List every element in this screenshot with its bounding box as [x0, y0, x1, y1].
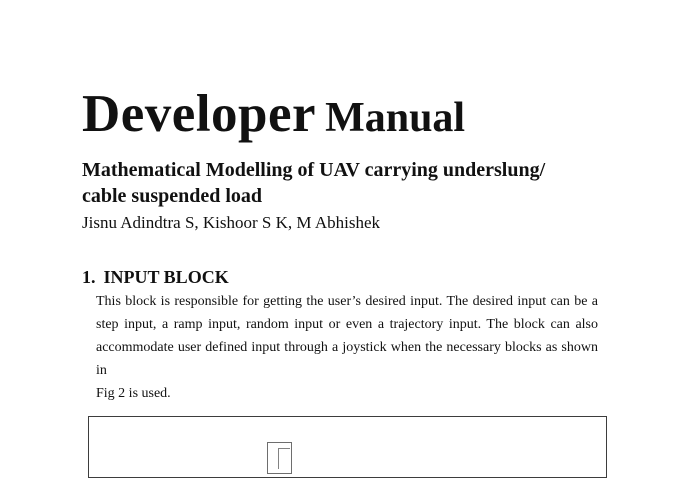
title-main-text: Developer: [82, 85, 317, 143]
paragraph-line: accommodate user defined input through a joystick when the necessary blocks as shown in: [96, 340, 598, 378]
step-input-block: [267, 442, 292, 474]
authors-line: Jisnu Adindtra S, Kishoor S K, M Abhishek: [82, 213, 380, 232]
figure-box: [88, 416, 607, 478]
title-secondary-text: Manual: [325, 95, 466, 141]
section-paragraph: [96, 290, 598, 405]
section-number: 1.: [82, 267, 96, 287]
document-subtitle: [82, 157, 545, 209]
section-title: INPUT BLOCK: [103, 267, 229, 287]
paragraph-line: step input, a ramp input, random input or even a trajectory input. The block can also: [96, 317, 598, 332]
paragraph-line: Fig 2 is used.: [96, 386, 171, 401]
section-heading: [82, 265, 229, 289]
paragraph-line: This block is responsible for getting the user’s desired input. The desired input can be a: [96, 294, 598, 309]
subtitle-line: Mathematical Modelling of UAV carrying underslung/: [82, 159, 546, 181]
document-title: [82, 86, 465, 148]
subtitle-line: cable suspended load: [82, 185, 263, 207]
